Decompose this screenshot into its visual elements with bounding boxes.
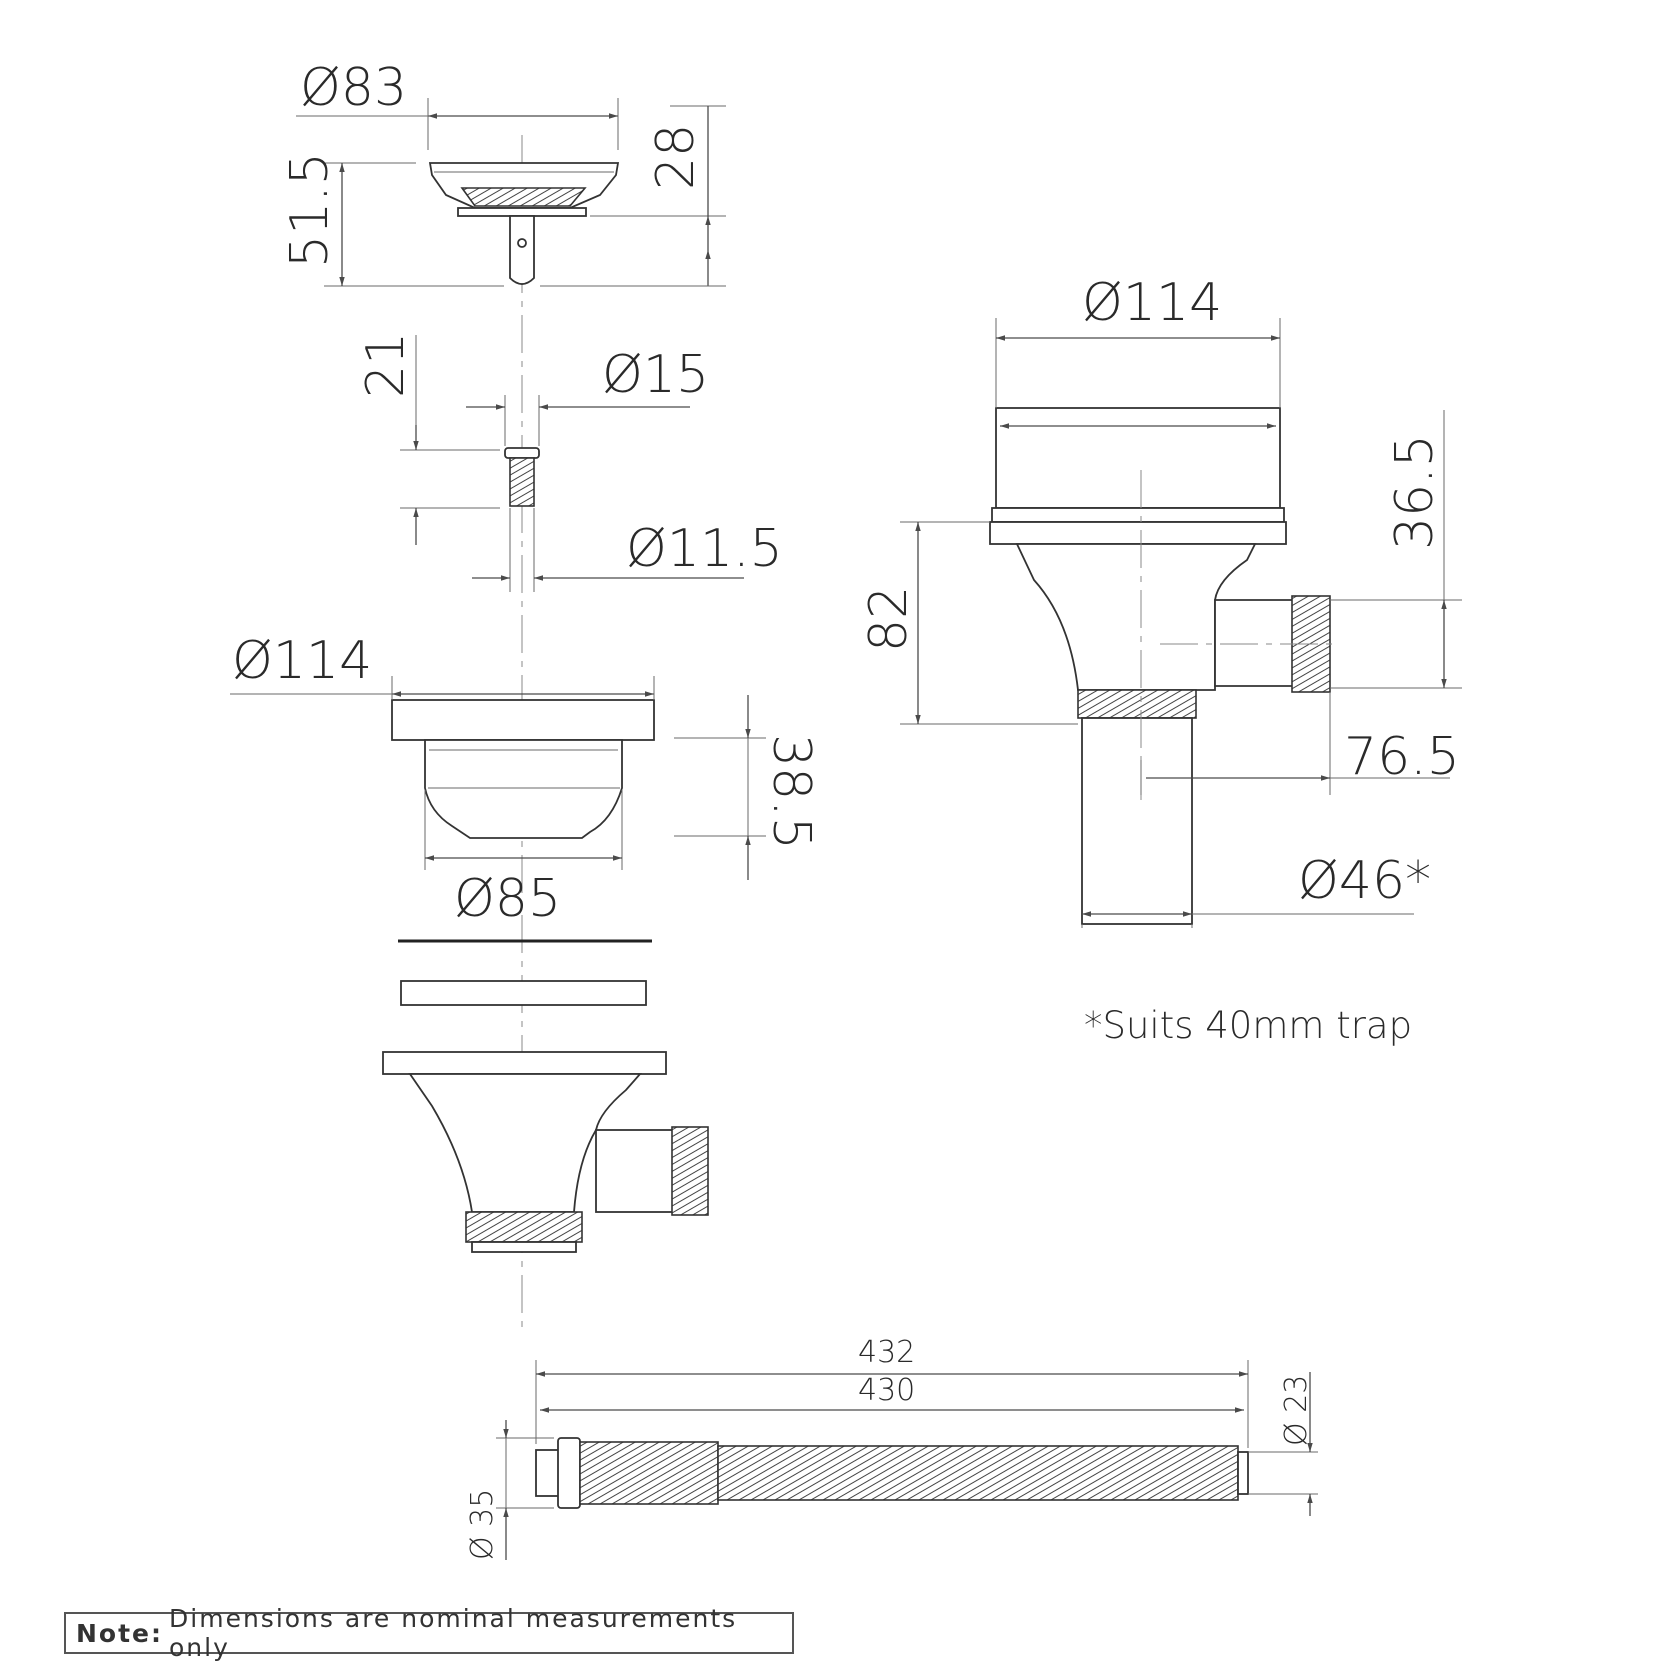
pin-length: 21	[356, 331, 416, 398]
strainer-height: 28	[646, 123, 706, 190]
pin-dia-top: Ø15	[602, 345, 710, 405]
note-label: Note:	[76, 1618, 164, 1648]
flange-dia-top: Ø114	[232, 631, 373, 691]
sink-flange	[392, 700, 654, 838]
hose-dia-end: Ø 23	[1279, 1374, 1314, 1446]
flange-height: 38.5	[761, 734, 821, 850]
note-box	[64, 1604, 794, 1662]
hose-length-outer: 432	[858, 1335, 916, 1370]
flange-dia-bottom: Ø85	[454, 869, 562, 929]
screw-pin	[505, 448, 539, 506]
waste-body-exploded	[383, 1052, 708, 1252]
waste-outlet-height: 36.5	[1385, 434, 1445, 550]
waste-outlet-dia: Ø46*	[1298, 851, 1432, 911]
overflow-hose	[536, 1438, 1248, 1508]
strainer-total-height: 51.5	[280, 152, 340, 268]
waste-dia-top: Ø114	[1082, 273, 1223, 333]
washer	[401, 981, 646, 1005]
strainer-basket	[430, 163, 618, 284]
trap-footnote: *Suits 40mm trap	[1084, 1004, 1413, 1047]
pin-dia-bottom: Ø11.5	[626, 519, 783, 579]
waste-assembled	[990, 408, 1330, 924]
hose-dia-nut: Ø 35	[465, 1488, 500, 1560]
waste-height: 82	[859, 585, 919, 652]
waste-outlet-offset: 76.5	[1344, 727, 1460, 787]
note-text: Dimensions are nominal measurements only	[169, 1604, 738, 1662]
strainer-dia: Ø83	[300, 58, 408, 118]
hose-length-inner: 430	[858, 1373, 916, 1408]
